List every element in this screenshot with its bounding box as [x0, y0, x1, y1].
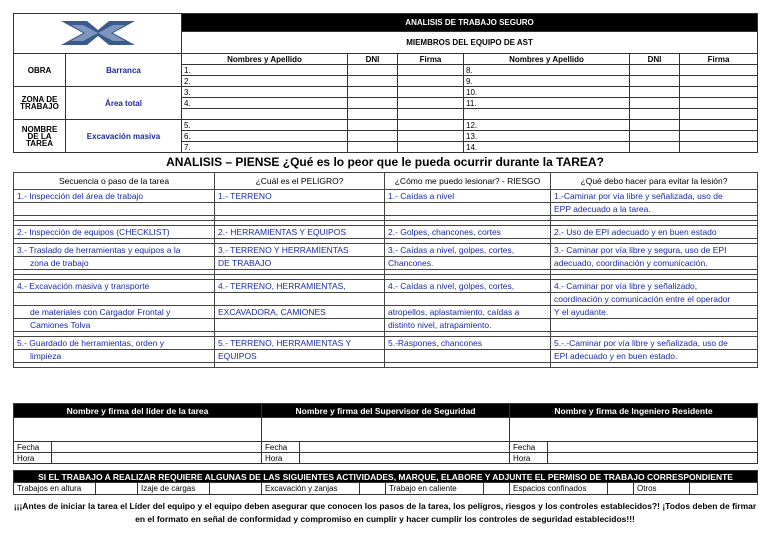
table-row: Camiones Tolva distinto nivel, atrapamiento. — [14, 319, 758, 332]
member-row[interactable]: 1. — [182, 65, 348, 76]
member-row[interactable]: 9. — [464, 76, 630, 87]
col-dni-left: DNI — [348, 54, 398, 65]
member-row[interactable]: 12. — [464, 120, 630, 131]
table-row: 3.- Traslado de herramientas y equipos a la 3.- TERRENO Y HERRAMIENTAS 3.- Caídas a nivel, golpes, cortes, 3.- Caminar por vía libre y segura, uso de EPI — [14, 244, 758, 257]
permit-item: Otros — [634, 483, 690, 495]
col-control: ¿Qué debo hacer para evitar la lesión? — [551, 173, 758, 190]
fecha-label: Fecha — [510, 442, 548, 453]
member-row[interactable]: 7. — [182, 142, 348, 153]
table-row: zona de trabajo DE TRABAJO Chancones. adecuado, coordinación y comunicación. — [14, 257, 758, 270]
leader-sign-header: Nombre y firma del líder de la tarea — [14, 404, 262, 418]
permit-table — [13, 470, 758, 495]
permit-item: Espacios confinados — [510, 483, 608, 495]
col-names-right: Nombres y Apellido — [464, 54, 630, 65]
leader-signature-field[interactable] — [14, 418, 262, 442]
logo-icon — [57, 19, 139, 47]
hora-label: Hora — [262, 453, 300, 464]
table-row: 1.- Inspección del área de trabajo 1.- TERRENO 1.- Caídas a nivel 1.-Caminar por vía libre y señalizada, uso de — [14, 190, 758, 203]
fecha-label: Fecha — [262, 442, 300, 453]
footer-note: ¡¡¡Antes de iniciar la tarea el Líder del equipo y el equipo deben asegurar que conocen los pasos de la tarea, los peligros, riesgos y los controles establecidos?! ¡Todos deben de firmar en el formato en señal de conformidad y compromiso en cumplir y hacer cumplir los controles de seguridad establecidos!!! — [13, 501, 757, 524]
member-row[interactable]: 5. — [182, 120, 348, 131]
col-risk: ¿Cómo me puedo lesionar? - RIESGO — [385, 173, 551, 190]
col-names-left: Nombres y Apellido — [182, 54, 348, 65]
engineer-signature-field[interactable] — [510, 418, 758, 442]
hora-field[interactable] — [52, 453, 262, 464]
table-row: coordinación y comunicación entre el operador — [14, 293, 758, 306]
col-dni-right: DNI — [630, 54, 680, 65]
col-firma-left: Firma — [398, 54, 464, 65]
member-row[interactable]: 11. — [464, 98, 630, 109]
table-row: EPP adecuado a la tarea. — [14, 203, 758, 216]
analysis-table — [13, 172, 758, 368]
company-logo — [14, 14, 182, 54]
fecha-field[interactable] — [52, 442, 262, 453]
header-table — [13, 13, 758, 153]
permit-checkbox[interactable] — [360, 483, 386, 495]
table-row: 4.- Excavación masiva y transporte 4.- TERRENO, HERRAMIENTAS, 4.- Caídas a nivel, golpes, cortes, 4.- Caminar por vía libre y señalizado, — [14, 280, 758, 293]
field-label-tarea: NOMBRE DE LA TAREA — [14, 120, 66, 153]
permit-item: Izaje de cargas — [138, 483, 210, 495]
field-label-zona: ZONA DE TRABAJO — [14, 87, 66, 120]
table-row: de materiales con Cargador Frontal y EXCAVADORA, CAMIONES atropellos, aplastamiento, caídas a Y el ayudante. — [14, 306, 758, 319]
member-row[interactable]: 13. — [464, 131, 630, 142]
permit-item: Trabajo en caliente — [386, 483, 484, 495]
member-row[interactable]: 14. — [464, 142, 630, 153]
permit-checkbox[interactable] — [210, 483, 262, 495]
hora-label: Hora — [14, 453, 52, 464]
supervisor-signature-field[interactable] — [262, 418, 510, 442]
permit-checkbox[interactable] — [96, 483, 138, 495]
col-firma-right: Firma — [680, 54, 758, 65]
table-row: 2.- Inspección de equipos (CHECKLIST) 2.- HERRAMIENTAS Y EQUIPOS 2.- Golpes, chancones, cortes 2.- Uso de EPI adecuado y en buen estado — [14, 226, 758, 239]
permit-item: Excavación y zanjas — [262, 483, 360, 495]
analisis-title: ANALISIS – PIENSE ¿Qué es lo peor que le pueda ocurrir durante la TAREA? — [166, 155, 604, 169]
permit-checkbox[interactable] — [690, 483, 758, 495]
table-row: 5.- Guardado de herramientas, orden y 5.- TERRENO, HERRAMIENTAS Y 5.-Raspones, chancones 5.-.-Caminar por vía libre y señalizada, uso de — [14, 337, 758, 350]
permit-item: Trabajos en altura — [14, 483, 96, 495]
hora-label: Hora — [510, 453, 548, 464]
permit-checkbox[interactable] — [484, 483, 510, 495]
engineer-sign-header: Nombre y firma de Ingeniero Residente — [510, 404, 758, 418]
hora-field[interactable] — [300, 453, 510, 464]
hora-field[interactable] — [548, 453, 758, 464]
member-row[interactable]: 2. — [182, 76, 348, 87]
page-title: ANALISIS DE TRABAJO SEGURO — [182, 14, 758, 32]
member-row[interactable]: 8. — [464, 65, 630, 76]
table-row: limpieza EQUIPOS EPI adecuado y en buen estado. — [14, 350, 758, 363]
signature-table — [13, 403, 758, 464]
col-hazard: ¿Cuál es el PELIGRO? — [215, 173, 385, 190]
field-value-tarea: Excavación masiva — [66, 120, 182, 153]
fecha-field[interactable] — [548, 442, 758, 453]
member-row[interactable]: 3. — [182, 87, 348, 98]
permit-header: SI EL TRABAJO A REALIZAR REQUIERE ALGUNAS DE LAS SIGUIENTES ACTIVIDADES, MARQUE, ELABORE Y ADJUNTE EL PERMISO DE TRABAJO CORRESPONDIENTE — [14, 471, 758, 483]
member-row[interactable]: 4. — [182, 98, 348, 109]
fecha-field[interactable] — [300, 442, 510, 453]
fecha-label: Fecha — [14, 442, 52, 453]
field-value-obra: Barranca — [66, 54, 182, 87]
supervisor-sign-header: Nombre y firma del Supervisor de Seguridad — [262, 404, 510, 418]
col-step: Secuencia o paso de la tarea — [14, 173, 215, 190]
permit-checkbox[interactable] — [608, 483, 634, 495]
member-row[interactable]: 6. — [182, 131, 348, 142]
field-value-zona: Área total — [66, 87, 182, 120]
team-label: MIEMBROS DEL EQUIPO DE AST — [182, 32, 758, 54]
field-label-obra: OBRA — [14, 54, 66, 87]
member-row[interactable]: 10. — [464, 87, 630, 98]
